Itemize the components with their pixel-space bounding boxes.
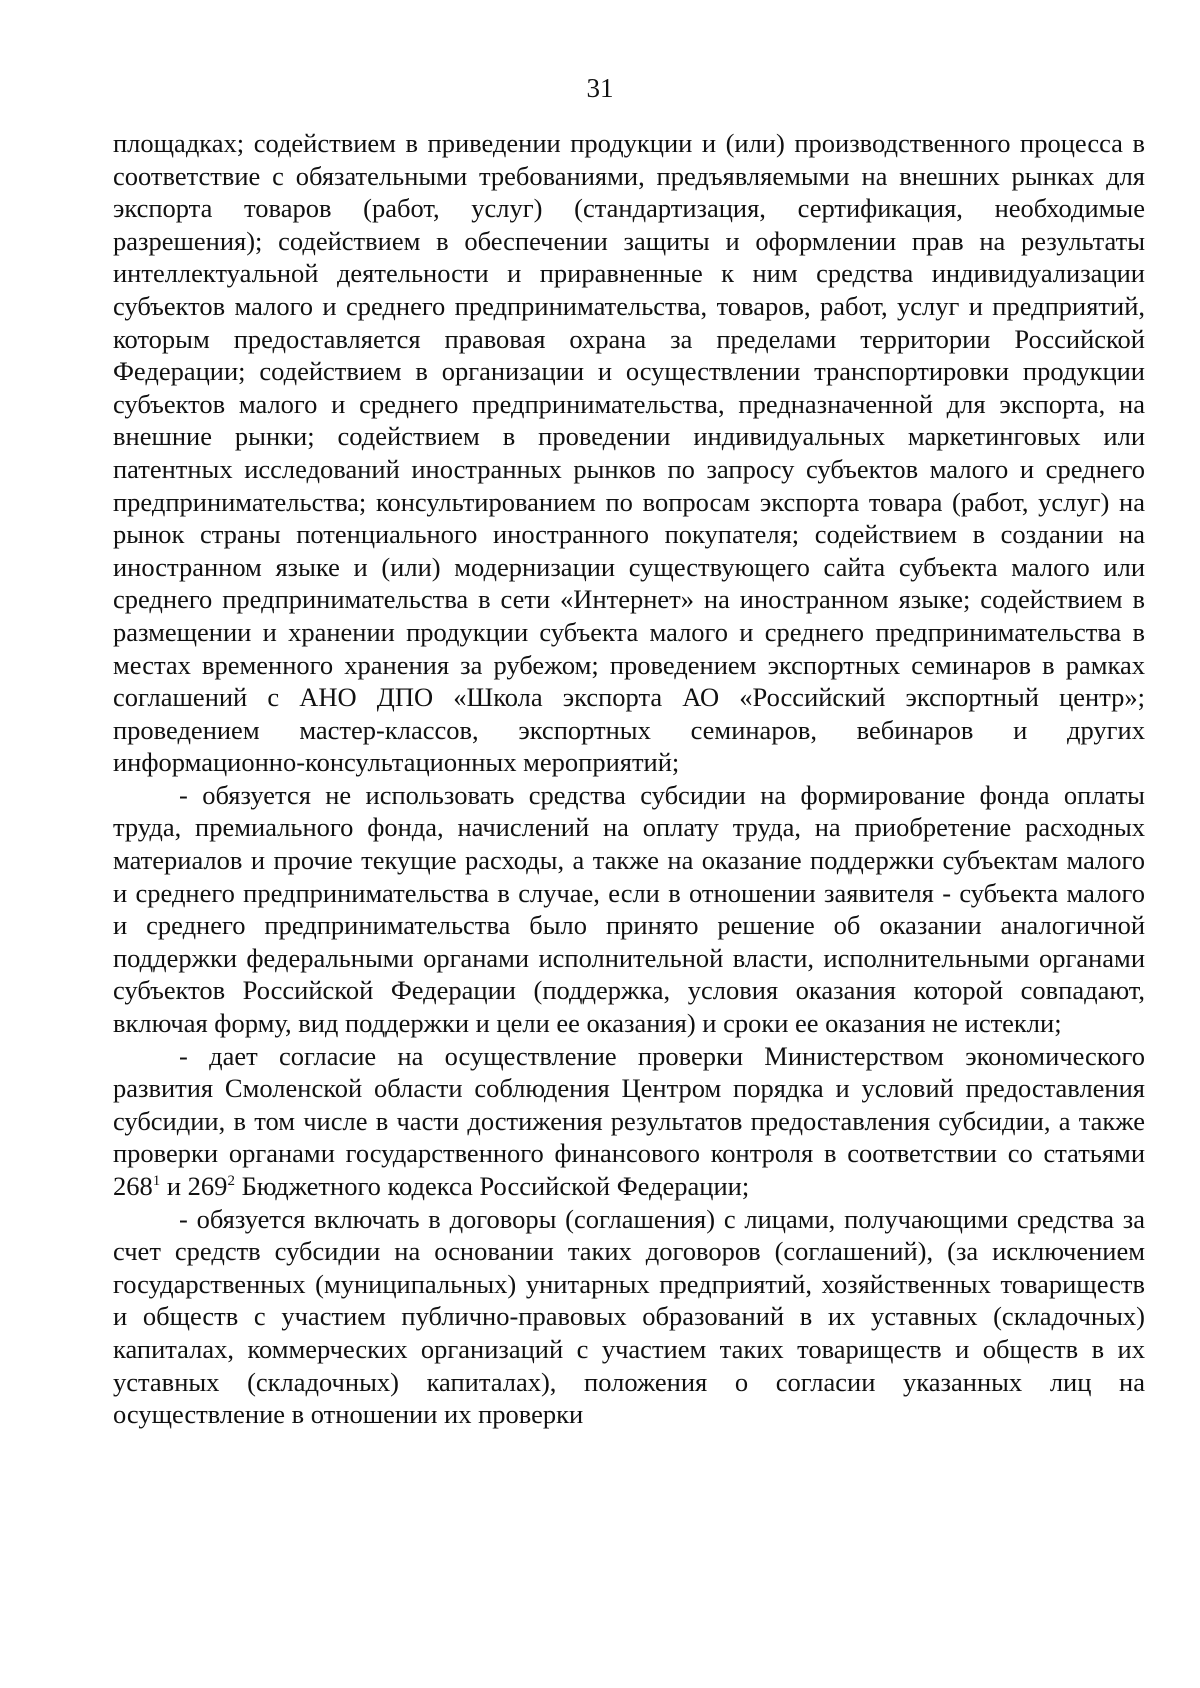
paragraph-inspection-consent xyxy=(113,1040,1145,1203)
inspection-consent-text: - дает согласие на осуществление проверки Министерством экономического развития Смоленской области соблюдения Центром порядка и условий предоставления субсидии, в том числе в части достижения результатов предоставления субсидии, а также проверки органами государственного финансового контроля в соответствии со статьями 268 xyxy=(113,1040,1145,1201)
inspection-consent-text-middle: и 269 xyxy=(160,1171,228,1201)
article-268-superscript: 1 xyxy=(152,1173,161,1190)
paragraph-subsidy-usage-obligation: - обязуется не использовать средства субсидии на формирование фонда оплаты труда, премиального фонда, начислений на оплату труда, на приобретение расходных материалов и прочие текущие расходы, а также на оказание поддержки субъектам малого и среднего предпринимательства в случае, если в отношении заявителя - субъекта малого и среднего предпринимательства было принято решение об оказании аналогичной поддержки федеральными органами исполнительной власти, исполнительными органами субъектов Российской Федерации (поддержка, условия оказания которой совпадают, включая форму, вид поддержки и цели ее оказания) и сроки ее оказания не истекли; xyxy=(113,779,1145,1039)
paragraph-support-measures: площадках; содействием в приведении продукции и (или) производственного процесса в соответствие с обязательными требованиями, предъявляемыми на внешних рынках для экспорта товаров (работ, услуг) (стандартизация, сертификация, необходимые разрешения); содействием в обеспечении защиты и оформлении прав на результаты интеллектуальной деятельности и приравненные к ним средства индивидуализации субъектов малого и среднего предпринимательства, товаров, работ, услуг и предприятий, которым предоставляется правовая охрана за пределами территории Российской Федерации; содействием в организации и осуществлении транспортировки продукции субъектов малого и среднего предпринимательства, предназначенной для экспорта, на внешние рынки; содействием в проведении индивидуальных маркетинговых или патентных исследований иностранных рынков по запросу субъектов малого и среднего предпринимательства; консультированием по вопросам экспорта товара (работ, услуг) на рынок страны потенциального иностранного покупателя; содействием в создании на иностранном языке и (или) модернизации существующего сайта субъекта малого или среднего предпринимательства в сети «Интернет» на иностранном языке; содействием в размещении и хранении продукции субъекта малого и среднего предпринимательства в местах временного хранения за рубежом; проведением экспортных семинаров в рамках соглашений с АНО ДПО «Школа экспорта АО «Российский экспортный центр»; проведением мастер-классов, экспортных семинаров, вебинаров и других информационно-консультационных мероприятий; xyxy=(113,128,1145,778)
page-number: 31 xyxy=(586,73,614,103)
article-269-superscript: 2 xyxy=(227,1173,235,1190)
document-body xyxy=(113,127,1145,1431)
inspection-consent-text-end: Бюджетного кодекса Российской Федерации; xyxy=(234,1171,750,1201)
paragraph-contract-inclusion-obligation: - обязуется включать в договоры (соглашения) с лицами, получающими средства за счет средств субсидии на основании таких договоров (соглашений), (за исключением государственных (муниципальных) унитарных предприятий, хозяйственных товариществ и обществ с участием публично-правовых образований в их уставных (складочных) капиталах, коммерческих организаций с участием таких товариществ и обществ в их уставных (складочных) капиталах), положения о согласии указанных лиц на осуществление в отношении их проверки xyxy=(113,1203,1145,1430)
